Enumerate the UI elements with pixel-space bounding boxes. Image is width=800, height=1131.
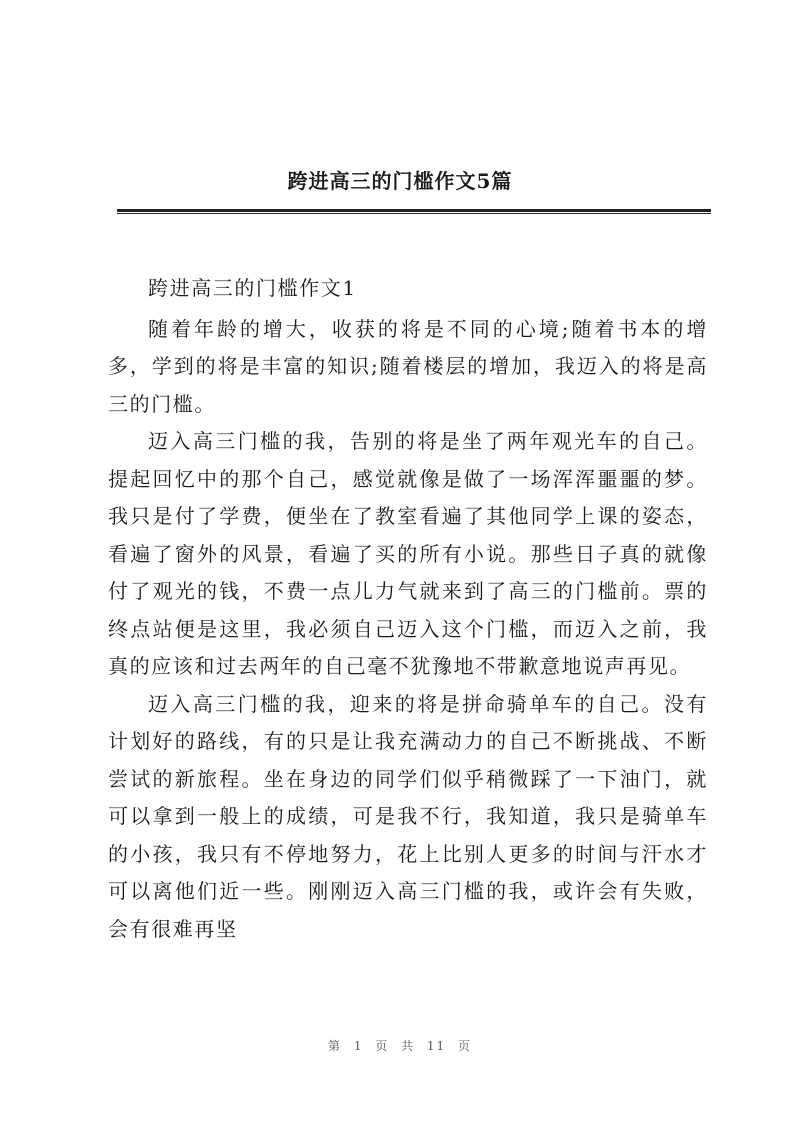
page-number-footer: 第 1 页 共 11 页 [328,1039,472,1053]
section-heading: 跨进高三的门槛作文1 [148,276,357,300]
title-divider [117,209,711,214]
document-title: 跨进高三的门槛作文5篇 [287,169,513,193]
paragraph-1: 随着年龄的增大，收获的将是不同的心境;随着书本的增多，学到的将是丰富的知识;随着楼层的增加，我迈入的将是高三的门槛。 [108,316,708,416]
document-body [108,270,708,948]
paragraph-3: 迈入高三门槛的我，迎来的将是拼命骑单车的自己。没有计划好的路线，有的只是让我充满动力的自己不断挑战、不断尝试的新旅程。坐在身边的同学们似乎稍微踩了一下油门，就可以拿到一般上的成绩，可是我不行，我知道，我只是骑单车的小孩，我只有不停地努力，花上比别人更多的时间与汗水才可以离他们近一些。刚刚迈入高三门槛的我，或许会有失败，会有很难再坚 [108,691,708,941]
paragraph-2: 迈入高三门槛的我，告别的将是坐了两年观光车的自己。提起回忆中的那个自己，感觉就像是做了一场浑浑噩噩的梦。我只是付了学费，便坐在了教室看遍了其他同学上课的姿态，看遍了窗外的风景，看遍了买的所有小说。那些日子真的就像付了观光的钱，不费一点儿力气就来到了高三的门槛前。票的终点站便是这里，我必须自己迈入这个门槛，而迈入之前，我真的应该和过去两年的自己毫不犹豫地不带歉意地说声再见。 [108,429,708,678]
